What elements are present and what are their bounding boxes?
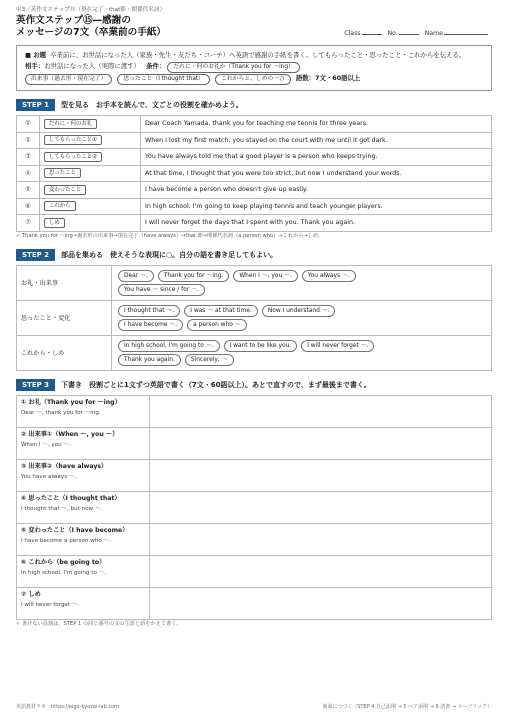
draft-answer-field[interactable] [150,555,492,587]
condition-pill: これからと、しめの一言 [215,74,291,85]
phrase-chip[interactable]: Now I understand ～. [262,305,336,317]
theme-box [16,45,492,91]
draft-hint: Dear ～, thank you for ～ing. [21,409,101,416]
model-sentence: When I lost my first match, you stayed on the court with me until it got dark. [141,132,492,149]
phrase-chip[interactable]: a person who ～ [187,319,246,331]
category-label: 思ったこと・変化 [17,300,112,335]
row-number: ⑥ [17,198,40,215]
row-number: ③ [17,149,40,166]
step3-badge: STEP 3 [16,379,55,391]
step1-title: 型を見る お手本を読んで、文ごとの役割を確かめよう。 [61,101,243,109]
phrase-chips [112,335,492,370]
table-row [17,395,492,427]
table-row [17,165,492,182]
table-row [17,459,492,491]
footer-continue: 裏面につづく（STEP 4 自己添削 → 5 ペア添削 → 6 清書 → ループリック） [322,704,492,710]
table-row [17,300,492,335]
table-row [17,116,492,133]
recipient-text: お世話になった人（実際に渡す） [44,62,141,70]
step1-note: ✓ Thank you for ～ing→過去形の出来事→現在完了（have always）→that 節→関係代名詞（a person who）→これから→しめ。 [16,232,324,239]
step2-badge: STEP 2 [16,249,55,261]
role-tag: しめ [44,218,65,228]
role-tag: してもらったこと① [44,135,102,145]
step3-heading [16,379,492,391]
phrase-chip[interactable]: I want to be like you. [224,340,298,352]
draft-answer-field[interactable] [150,427,492,459]
class-label: Class [344,30,361,37]
model-sentence: You have always told me that a good player is a person who keeps trying. [141,149,492,166]
word-count: 語数：7文・60語以上 [295,74,361,82]
table-row [17,215,492,232]
phrase-chips [112,265,492,300]
phrase-chip[interactable]: You have ～ since / for ～. [118,284,205,296]
title-row [16,15,492,39]
table-row [17,335,492,370]
phrase-chip[interactable]: Thank you again. [118,354,181,366]
role-tag: これから [44,201,76,211]
table-row [17,149,492,166]
row-number: ⑤ [17,182,40,199]
step1-heading [16,99,492,111]
condition-pill: だれに・何のお礼か（Thank you for ～ing） [167,62,299,73]
phrase-chip[interactable]: When I ～, you ～. [233,270,298,282]
step2-title: 部品を集める 使えそうな表現に○。自分の語を書き足してもよい。 [61,250,278,259]
table-row [17,265,492,300]
table-row [17,198,492,215]
draft-role-title: ⑤ 変わったこと（I have become） [21,526,129,534]
worksheet-title [16,15,166,39]
phrase-chips [112,300,492,335]
draft-answer-field[interactable] [150,587,492,619]
condition-pill: 思ったこと（I thought that） [117,74,210,85]
draft-table [16,395,492,620]
table-row [17,523,492,555]
phrase-chip[interactable]: I was ～ at that time. [184,305,258,317]
phrase-chip[interactable]: Thank you for ～ing. [158,270,230,282]
student-info [344,30,492,37]
step3-note: ✓ 書けない役割は、STEP 1 の同じ番号の文の主語と語をかえて書く。 [16,620,182,627]
draft-hint: I thought that ～, but now ～. [21,505,103,512]
title-line-2: メッセージの7文（卒業前の手紙） [16,27,167,38]
name-field[interactable] [444,34,488,35]
row-number: ④ [17,165,40,182]
table-row [17,587,492,619]
phrase-chip[interactable]: I have become ～. [118,319,183,331]
table-row [17,427,492,459]
step2-heading [16,249,492,261]
category-label: これから・しめ [17,335,112,370]
role-tag: 思ったこと [44,168,81,178]
phrase-chip[interactable]: Sincerely, ～ [185,354,234,366]
theme-label: ■ お題 [25,51,47,59]
row-number: ① [17,116,40,133]
draft-hint: I have become a person who ～. [21,537,111,544]
draft-answer-field[interactable] [150,459,492,491]
draft-role-title: ① お礼（Thank you for ～ing） [21,398,121,406]
phrase-chip[interactable]: I will never forget ～. [301,340,374,352]
draft-hint: In high school, I'm going to ～. [21,569,107,576]
phrase-chip[interactable]: In high school, I'm going to ～. [118,340,220,352]
draft-role-title: ③ 出来事②（have always） [21,462,108,470]
table-row [17,132,492,149]
phrase-chip[interactable]: I thought that ～. [118,305,180,317]
conditions-label: 条件： [146,62,166,70]
phrase-chip[interactable]: You always ～. [302,270,356,282]
role-tag: 変わったこと [44,185,86,195]
row-number: ② [17,132,40,149]
theme-text: 卒業前に、お世話になった人（家族・先生・友だち・コーチ）へ英語で感謝の手紙を書く。してもらったこと・思ったこと・これからを伝える。 [50,51,466,59]
draft-role-title: ④ 思ったこと（I thought that） [21,494,121,502]
draft-hint: I will never forget ～. [21,601,80,608]
draft-role-title: ⑥ これから（be going to） [21,558,106,566]
table-row [17,555,492,587]
table-row [17,491,492,523]
model-sentence: At that time, I thought that you were too strict, but now I understand your words. [141,165,492,182]
table-row [17,182,492,199]
model-table [16,115,492,232]
phrase-chip[interactable]: Dear ～, [118,270,154,282]
row-number: ⑦ [17,215,40,232]
step3-title: 下書き 役割ごとに1文ずつ英語で書く（7文・60語以上）。あとで直すので、まず最後まで書く。 [61,380,371,389]
draft-hint: When I ～, you ～. [21,441,71,448]
model-sentence: Dear Coach Yamada, thank you for teaching me tennis for three years. [141,116,492,133]
theme-line [25,50,483,61]
class-field[interactable] [362,34,382,35]
condition-pill: 出来事（過去形・現在完了） [25,74,112,85]
draft-answer-field[interactable] [150,491,492,523]
phrase-bank-table [16,265,492,371]
model-sentence: I have become a person who doesn't give up easily. [141,182,492,199]
category-label: お礼・出来事 [17,265,112,300]
name-label: Name [424,30,443,37]
series-label: 中3／英作文ステップ⑮（現在完了・that節・関係代名詞） [16,7,166,13]
draft-role-title: ⑦ しめ [21,590,41,598]
number-field[interactable] [399,34,419,35]
model-sentence: I will never forget the days that I spent with you. Thank you again. [141,215,492,232]
draft-answer-field[interactable] [150,523,492,555]
draft-answer-field[interactable] [150,395,492,427]
theme-conditions [25,61,483,85]
number-label: No. [387,30,398,37]
model-sentence: In high school, I'm going to keep playing tennis and teach younger players. [141,198,492,215]
role-tag: してもらったこと② [44,152,102,162]
footer-site: 英語教材ラボ https://eigo-kyozai-lab.com [16,704,120,710]
title-line-1: 英作文ステップ⑮—感謝の [16,15,131,26]
draft-hint: You have always ～. [21,473,77,480]
recipient-label: 相手： [25,62,45,70]
step1-badge: STEP 1 [16,99,55,111]
role-tag: だれに・何のお礼 [44,119,97,129]
draft-role-title: ② 出来事①（When ～, you ～） [21,430,119,438]
page-footer [16,703,492,710]
